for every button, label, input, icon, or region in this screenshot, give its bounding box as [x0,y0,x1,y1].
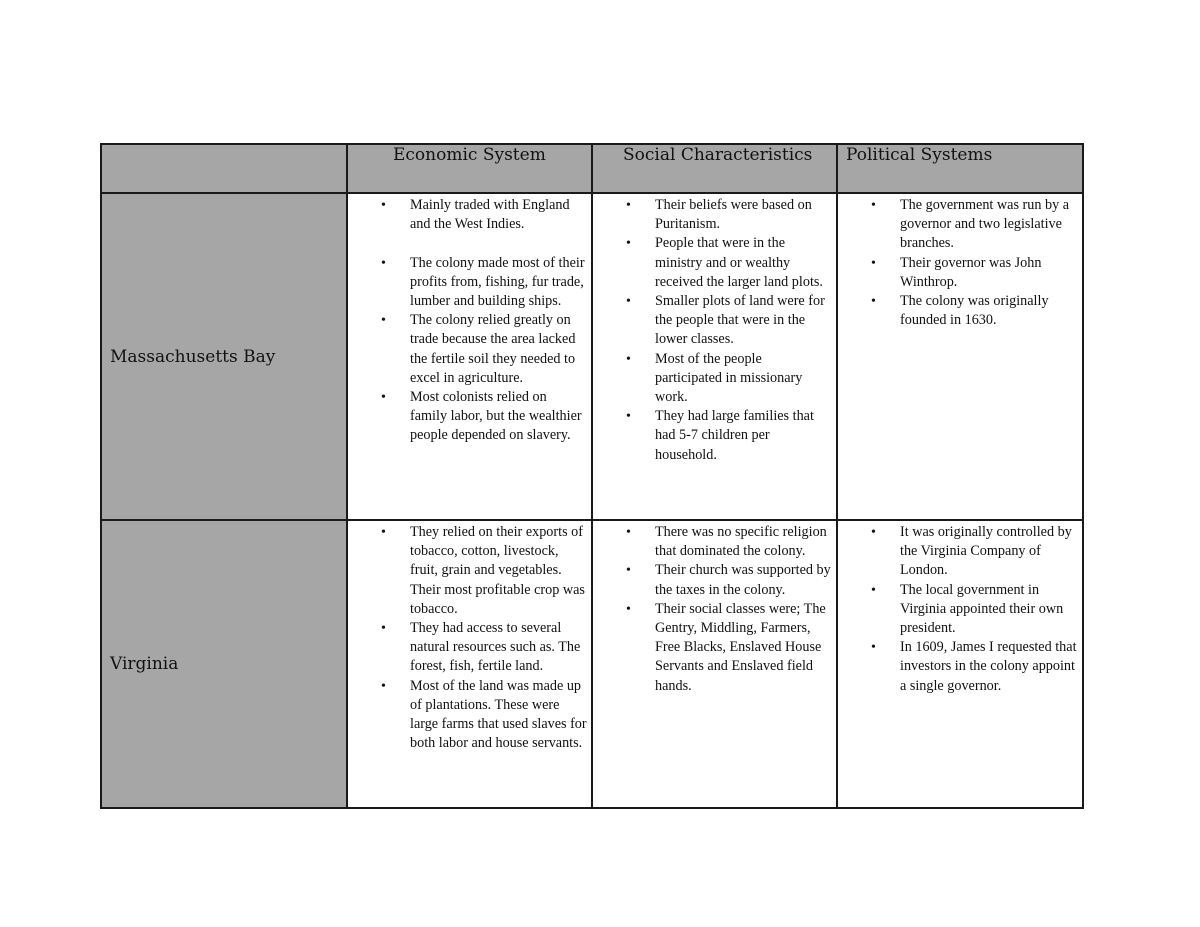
virginia-social-list [593,521,836,696]
list-item: • The colony was originally founded in 1630. [900,292,1078,330]
list-item: • The government was run by a governor and two legislative branches. [900,196,1078,254]
table-row-virginia [101,520,1083,808]
list-item: • Their social classes were; The Gentry, Middling, Farmers, Free Blacks, Enslaved House Servants and Enslaved field hands. [655,600,832,696]
list-item: • Mainly traded with England and the West Indies. [410,196,587,234]
list-item: • They had large families that had 5-7 children per household. [655,407,832,465]
list-item: • They had access to several natural resources such as. The forest, fish, fertile land. [410,619,587,677]
colony-name-virginia: Virginia [101,520,347,808]
list-item: • It was originally controlled by the Virginia Company of London. [900,523,1078,581]
list-item: • The colony relied greatly on trade because the area lacked the fertile soil they needed to excel in agriculture. [410,311,587,388]
header-empty-cell [101,144,347,193]
list-item: • People that were in the ministry and or wealthy received the larger land plots. [655,234,832,292]
list-item: • Their beliefs were based on Puritanism. [655,196,832,234]
list-item: • In 1609, James I requested that investors in the colony appoint a single governor. [900,638,1078,696]
list-item: • Most colonists relied on family labor, but the wealthier people depended on slavery. [410,388,587,446]
massachusetts-political-list [838,194,1082,330]
list-item: • Their church was supported by the taxes in the colony. [655,561,832,599]
massachusetts-political-cell [837,193,1083,520]
massachusetts-social-cell [592,193,837,520]
header-economic-system: Economic System [347,144,592,193]
massachusetts-social-list [593,194,836,465]
header-political-systems: Political Systems [837,144,1083,193]
table-header-row [101,144,1083,193]
list-item: • Most of the people participated in missionary work. [655,350,832,408]
header-social-characteristics: Social Characteristics [592,144,837,193]
colony-name-massachusetts-bay: Massachusetts Bay [101,193,347,520]
virginia-economic-cell [347,520,592,808]
virginia-social-cell [592,520,837,808]
list-item: • The colony made most of their profits from, fishing, fur trade, lumber and building ships. [410,254,587,312]
virginia-political-list [838,521,1082,696]
list-item: • Smaller plots of land were for the people that were in the lower classes. [655,292,832,350]
list-item: • The local government in Virginia appointed their own president. [900,581,1078,639]
massachusetts-economic-cell [347,193,592,520]
list-item: • Most of the land was made up of plantations. These were large farms that used slaves for both labor and house servants. [410,677,587,754]
massachusetts-economic-list [348,194,591,446]
virginia-economic-list [348,521,591,753]
list-item: • Their governor was John Winthrop. [900,254,1078,292]
colony-comparison-table [100,143,1084,809]
table-row-massachusetts-bay [101,193,1083,520]
virginia-political-cell [837,520,1083,808]
list-item: • They relied on their exports of tobacco, cotton, livestock, fruit, grain and vegetables. Their most profitable crop was tobacco. [410,523,587,619]
list-item: • There was no specific religion that dominated the colony. [655,523,832,561]
